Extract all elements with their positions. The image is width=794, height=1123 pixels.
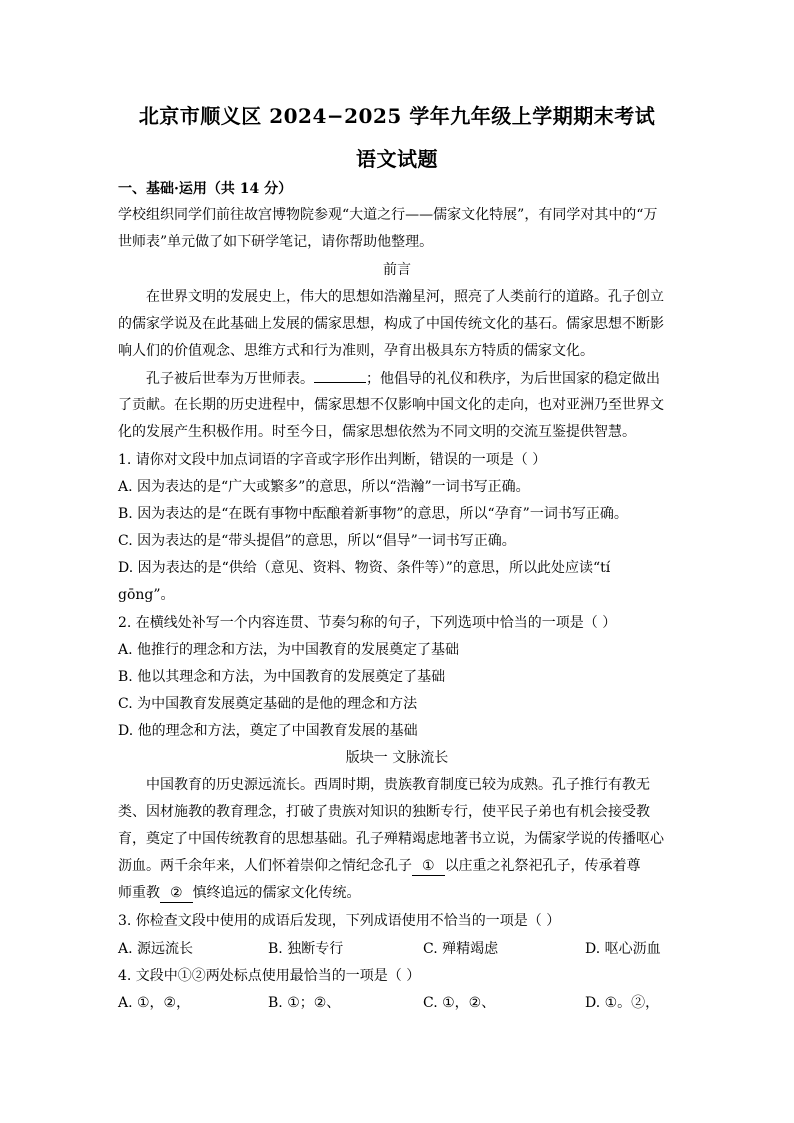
section-heading: 一、基础·运用（共 14 分）	[118, 181, 293, 197]
block1-line: 类、因材施教的教育理念，打破了贵族对知识的独断专行，使平民子弟也有机会接受教	[118, 804, 650, 820]
punctuation-blank-2: ②	[160, 884, 193, 903]
question-3-option-a: A. 源远流长	[118, 941, 194, 957]
question-1-stem: 1. 请你对文段中加点词语的字音或字形作出判断，错误的一项是（ ）	[118, 452, 547, 468]
preface-para2-line: 了贡献。在长期的历史进程中，儒家思想不仅影响中国文化的走向，也对亚洲乃至世界文	[118, 397, 664, 413]
question-1-option: A. 因为表达的是“广大或繁多”的意思，所以“浩瀚”一词书写正确。	[118, 479, 530, 495]
preface-heading: 前言	[383, 262, 411, 278]
question-3-option-b: B. 独断专行	[268, 941, 344, 957]
question-4-option-a: A. ①，②，	[118, 995, 191, 1011]
preface-para2-line: 化的发展产生积极作用。时至今日，儒家思想依然为不同文明的交流互鉴提供智慧。	[118, 424, 636, 440]
block1-text: 以庄重之礼祭祀孔子，传承着尊	[444, 858, 641, 874]
preface-para1-line: 的儒家学说及在此基础上发展的儒家思想，构成了中国传统文化的基石。儒家思想不断影	[118, 316, 664, 332]
preface-para2-line	[118, 369, 678, 388]
question-4-option-b: B. ①；②、	[268, 995, 341, 1011]
punctuation-blank-1: ①	[412, 857, 445, 876]
exam-subject: 语文试题	[356, 147, 438, 171]
block1-text: 慎终追远的儒家文化传统。	[192, 885, 361, 901]
question-4-stem: 4. 文段中①②两处标点使用最恰当的一项是（ ）	[118, 968, 421, 984]
fill-blank	[314, 369, 366, 383]
exam-title: 北京市顺义区 2024−2025 学年九年级上学期期末考试	[138, 104, 656, 128]
block1-line: 育，奠定了中国传统教育的思想基础。孔子殚精竭虑地著书立说，为儒家学说的传播呕心	[118, 831, 664, 847]
question-1-option: C. 因为表达的是“带头提倡”的意思，所以“倡导”一词书写正确。	[118, 533, 516, 549]
question-2-option: B. 他以其理念和方法，为中国教育的发展奠定了基础	[118, 669, 446, 685]
question-3-option-c: C. 殚精竭虑	[423, 941, 499, 957]
question-2-option: D. 他的理念和方法，奠定了中国教育发展的基础	[118, 723, 418, 739]
question-2-stem: 2. 在横线处补写一个内容连贯、节奏匀称的句子，下列选项中恰当的一项是（ ）	[118, 615, 617, 631]
preface-para1-line: 响人们的价值观念、思维方式和行为准则，孕育出极具东方特质的儒家文化。	[118, 343, 594, 359]
question-1-option-continued: gōng”。	[118, 587, 175, 603]
question-1-option: D. 因为表达的是“供给（意见、资料、物资、条件等）”的意思，所以此处应读“tí	[118, 560, 611, 576]
question-4-option-c: C. ①，②、	[423, 995, 496, 1011]
preface-para2-text: ；他倡导的礼仪和秩序，为后世国家的稳定做出	[366, 371, 660, 387]
preface-para1-line: 在世界文明的发展史上，伟大的思想如浩瀚星河，照亮了人类前行的道路。孔子创立	[146, 289, 664, 305]
block1-text: 师重教	[118, 885, 160, 901]
question-3-stem: 3. 你检查文段中使用的成语后发现，下列成语使用不恰当的一项是（ ）	[118, 913, 561, 929]
block1-text: 沥血。两千余年来，人们怀着崇仰之情纪念孔子	[118, 858, 412, 874]
question-1-option: B. 因为表达的是“在既有事物中酝酿着新事物”的意思，所以“孕育”一词书写正确。	[118, 506, 628, 522]
question-4-option-d: D. ①。②，	[585, 995, 660, 1011]
intro-line: 学校组织同学们前往故宫博物院参观“大道之行——儒家文化特展”，有同学对其中的“万	[118, 207, 658, 223]
block1-line	[118, 857, 678, 876]
question-2-option: C. 为中国教育发展奠定基础的是他的理念和方法	[118, 696, 418, 712]
question-2-option: A. 他推行的理念和方法，为中国教育的发展奠定了基础	[118, 642, 460, 658]
preface-para2-text: 孔子被后世奉为万世师表。	[146, 371, 314, 387]
block1-line	[118, 884, 678, 903]
question-3-option-d: D. 呕心沥血	[585, 941, 661, 957]
block1-heading: 版块一 文脉流长	[345, 750, 449, 766]
block1-line: 中国教育的历史源远流长。西周时期，贵族教育制度已较为成熟。孔子推行有教无	[146, 777, 650, 793]
intro-line: 世师表”单元做了如下研学笔记，请你帮助他整理。	[118, 234, 434, 250]
